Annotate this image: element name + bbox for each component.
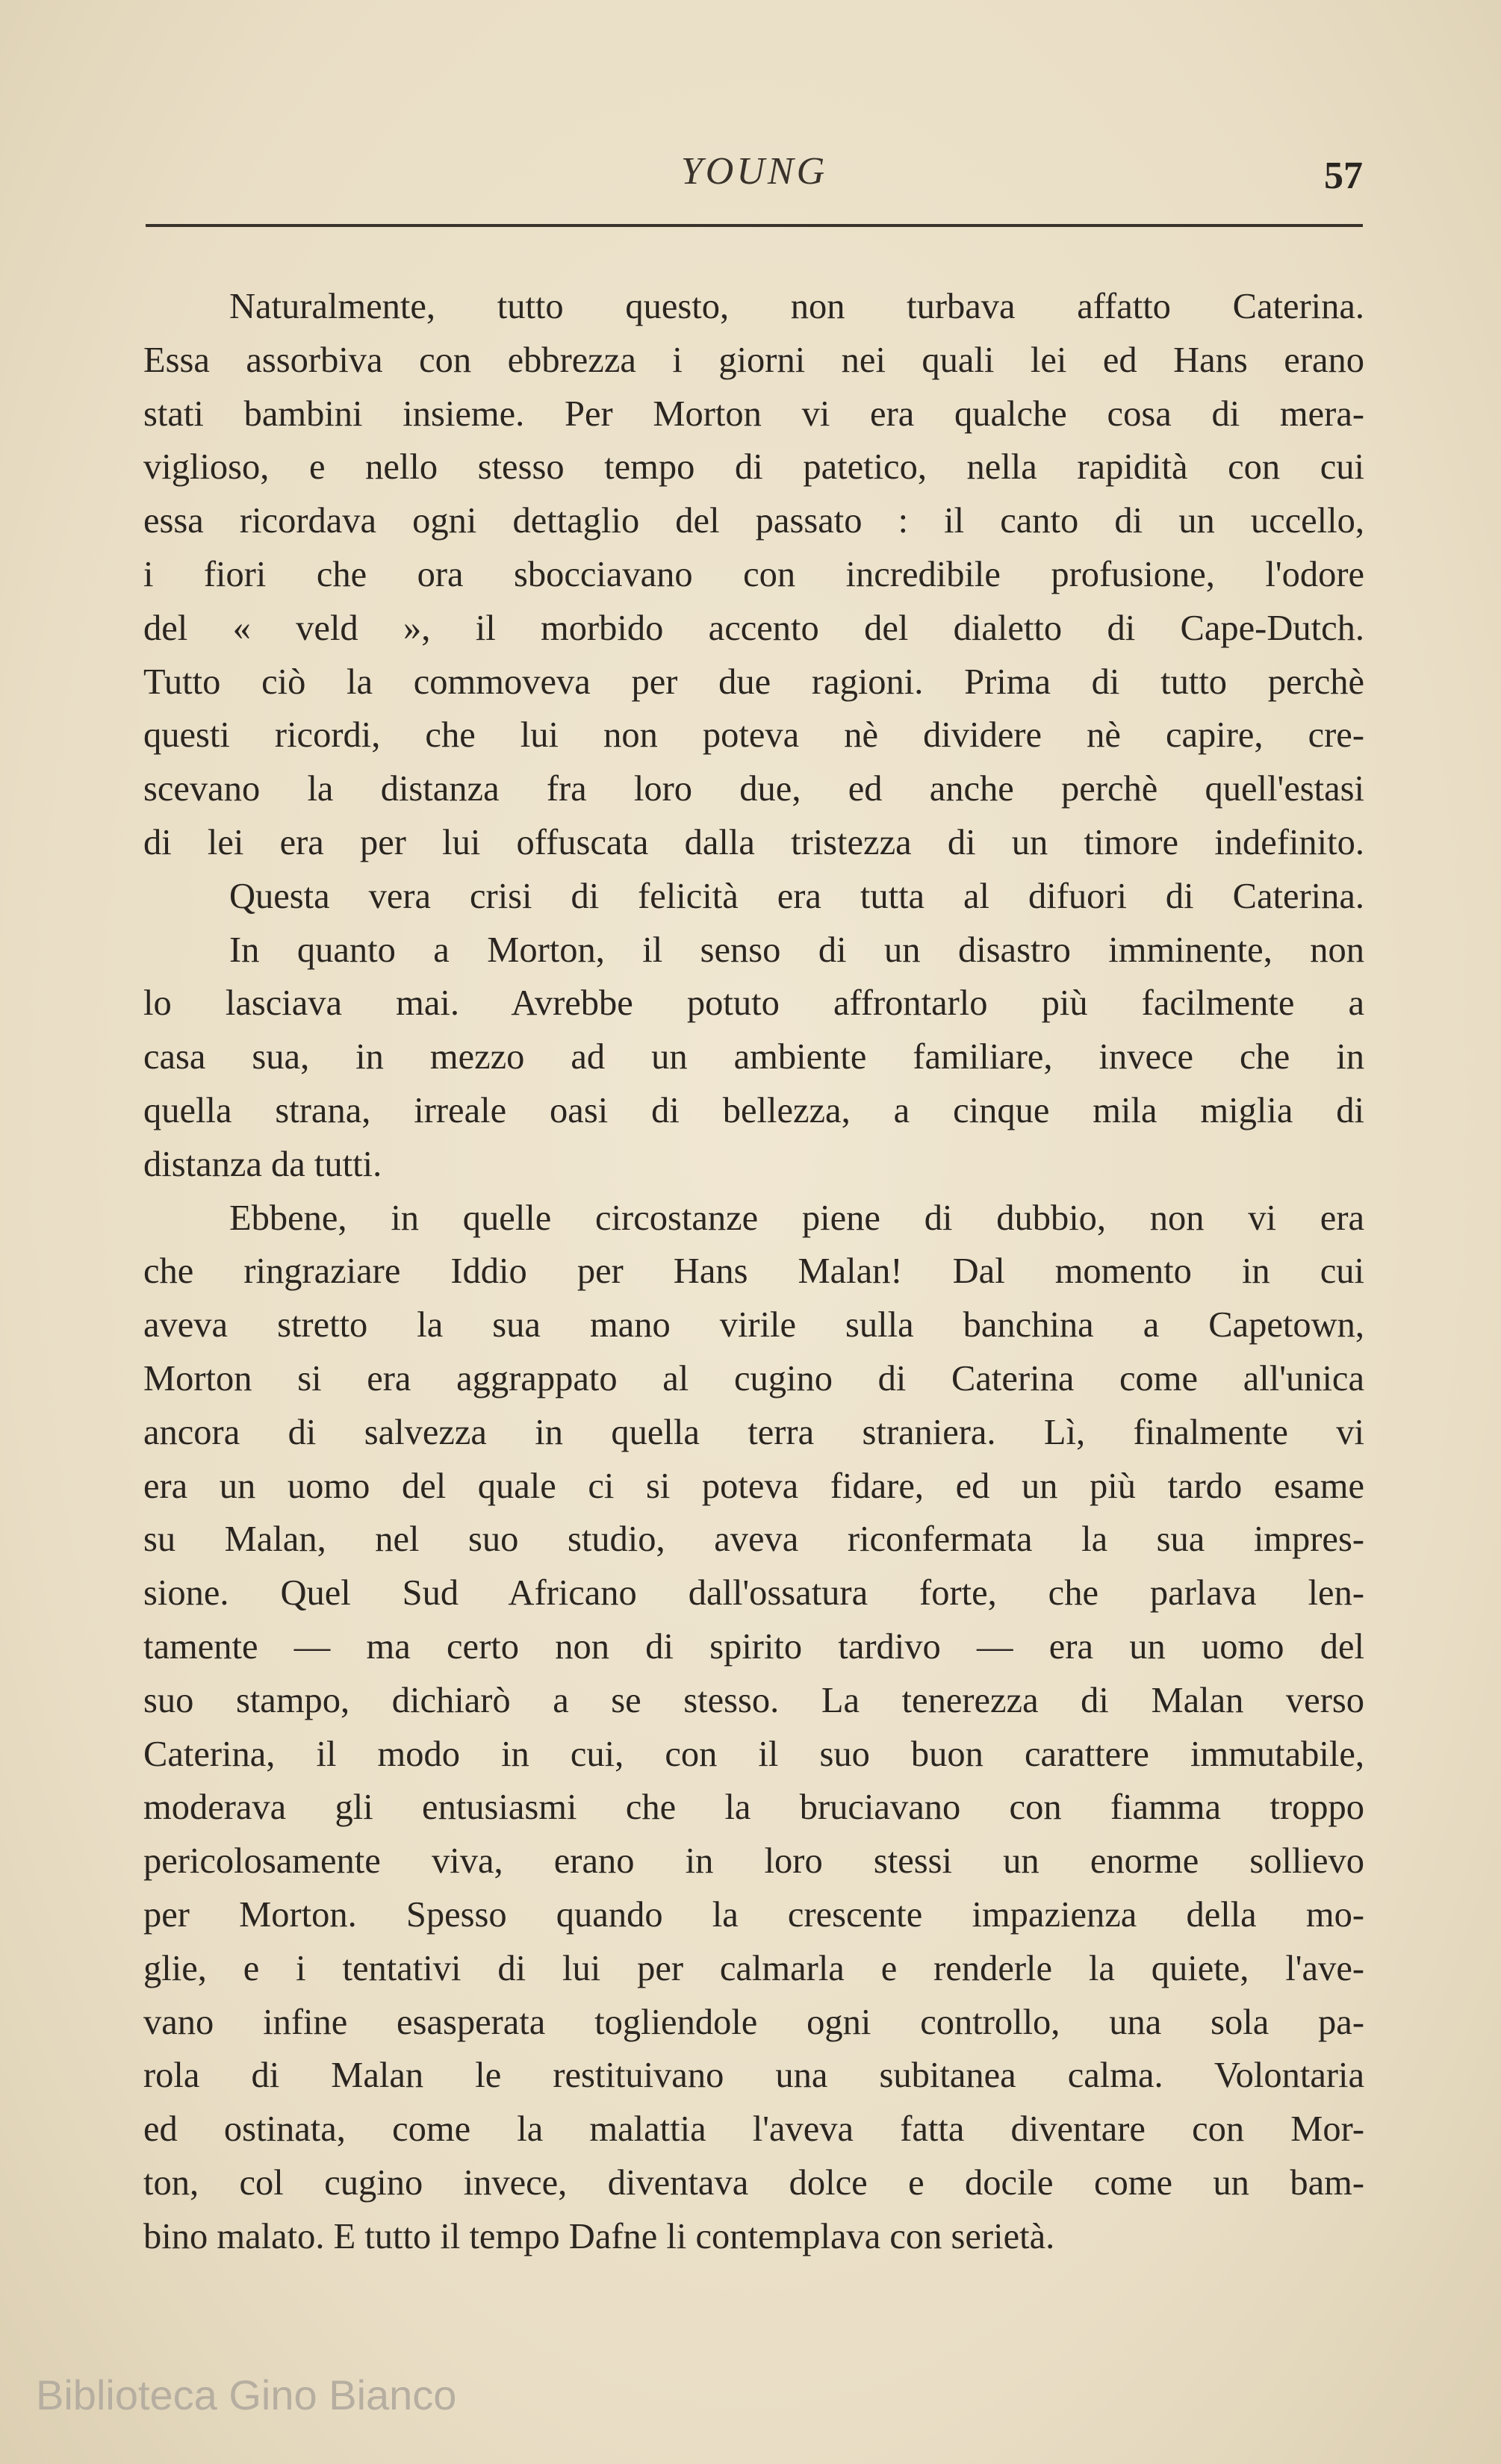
text-line: vano infine esasperata togliendole ogni controllo, una sola pa- [143,2002,1364,2042]
header-rule [146,224,1363,227]
text-line: Ebbene, in quelle circostanze piene di dubbio, non vi era [229,1198,1364,1238]
text-line: Questa vera crisi di felicità era tutta al difuori di Caterina. [229,876,1364,916]
text-line: era un uomo del quale ci si poteva fidare, ed un più tardo esame [143,1466,1364,1506]
text-line: su Malan, nel suo studio, aveva riconfermata la sua impres- [143,1519,1364,1560]
text-line: Essa assorbiva con ebbrezza i giorni nei quali lei ed Hans erano [143,340,1364,380]
text-line: ancora di salvezza in quella terra straniera. Lì, finalmente vi [143,1412,1364,1452]
text-line: i fiori che ora sbocciavano con incredibile profusione, l'odore [143,554,1364,594]
text-line: pericolosamente viva, erano in loro stessi un enorme sollievo [143,1841,1364,1882]
page-header [146,149,1363,209]
text-line: di lei era per lui offuscata dalla tristezza di un timore indefinito. [143,822,1364,862]
text-line: stati bambini insieme. Per Morton vi era qualche cosa di mera- [143,393,1364,434]
text-line: moderava gli entusiasmi che la bruciavano con fiamma troppo [143,1788,1364,1828]
text-line: che ringraziare Iddio per Hans Malan! Dal momento in cui [143,1251,1364,1292]
text-line: aveva stretto la sua mano virile sulla banchina a Capetown, [143,1305,1364,1345]
text-line: suo stampo, dichiarò a se stesso. La tenerezza di Malan verso [143,1680,1364,1720]
text-line: casa sua, in mezzo ad un ambiente familiare, invece che in [143,1037,1364,1077]
library-watermark: Biblioteca Gino Bianco [36,2371,457,2418]
body-text [143,280,1364,2263]
text-line: ed ostinata, come la malattia l'aveva fatta diventare con Mor- [143,2109,1364,2150]
text-line: per Morton. Spesso quando la crescente impazienza della mo- [143,1894,1364,1935]
text-line: quella strana, irreale oasi di bellezza, a cinque mila miglia di [143,1090,1364,1130]
text-line: distanza da tutti. [143,1144,382,1184]
text-line: viglioso, e nello stesso tempo di patetico, nella rapidità con cui [143,447,1364,488]
text-line: del « veld », il morbido accento del dialetto di Cape-Dutch. [143,608,1364,648]
text-line: ton, col cugino invece, diventava dolce e docile come un bam- [143,2162,1364,2203]
text-line: rola di Malan le restituivano una subitanea calma. Volontaria [143,2056,1364,2096]
text-line: Tutto ciò la commoveva per due ragioni. Prima di tutto perchè [143,662,1364,702]
text-line: Caterina, il modo in cui, con il suo buon carattere immutabile, [143,1734,1364,1774]
text-line: sione. Quel Sud Africano dall'ossatura forte, che parlava len- [143,1573,1364,1614]
text-line: lo lasciava mai. Avrebbe potuto affrontarlo più facilmente a [143,983,1364,1024]
text-line: questi ricordi, che lui non poteva nè dividere nè capire, cre- [143,715,1364,756]
text-line: scevano la distanza fra loro due, ed anche perchè quell'estasi [143,769,1364,809]
text-line: tamente — ma certo non di spirito tardivo — era un uomo del [143,1626,1364,1667]
page-number: 57 [1324,155,1363,197]
running-head: YOUNG [680,150,828,193]
text-line: bino malato. E tutto il tempo Dafne li contemplava con serietà. [143,2216,1055,2256]
text-line: Morton si era aggrappato al cugino di Caterina come all'unica [143,1358,1364,1399]
text-line: In quanto a Morton, il senso di un disastro imminente, non [229,930,1364,970]
text-line: essa ricordava ogni dettaglio del passato : il canto di un uccello, [143,501,1364,541]
text-line: Naturalmente, tutto questo, non turbava affatto Caterina. [229,287,1364,326]
text-line: glie, e i tentativi di lui per calmarla e renderle la quiete, l'ave- [143,1948,1364,1988]
